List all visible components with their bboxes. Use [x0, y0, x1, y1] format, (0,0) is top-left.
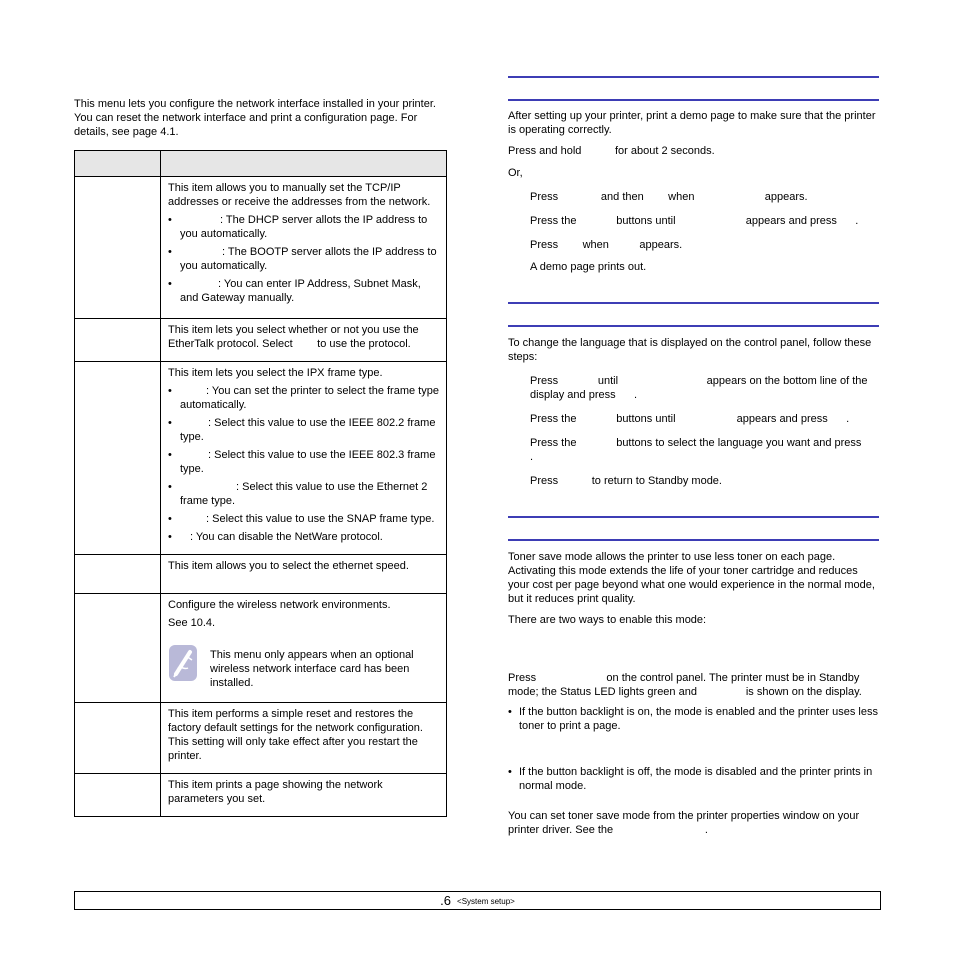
list-item: • : You can disable the NetWare protocol.: [168, 531, 383, 543]
bullet-icon: •: [168, 417, 172, 429]
table-row: [75, 319, 447, 362]
list-item: • : You can enter IP Address, Subnet Mask, and Gateway manually.: [168, 278, 421, 304]
bullet-icon: •: [168, 214, 172, 226]
list-item: • If the button backlight is on, the mode is enabled and the printer uses less toner to print a page.: [508, 706, 878, 732]
row-reference: See 10.4.: [168, 617, 216, 629]
row-description: This item lets you select the IPX frame type.: [168, 367, 383, 379]
section-rule-top: [508, 76, 879, 78]
table-desc-cell: [161, 362, 447, 555]
note-box: [168, 644, 440, 694]
list-item: • : You can set the printer to select the frame type automatically.: [168, 385, 439, 411]
bullet-icon: •: [168, 531, 172, 543]
list-item: • If the button backlight is off, the mode is disabled and the printer prints in normal mode.: [508, 766, 873, 792]
table-desc-cell: [161, 319, 447, 362]
table-desc-cell: [161, 594, 447, 703]
bullet-icon: •: [168, 513, 172, 525]
bullet-icon: •: [508, 706, 512, 718]
list-item: • : The DHCP server allots the IP address to you automatically.: [168, 214, 428, 240]
table-row: [75, 594, 447, 703]
network-menu-intro: This menu lets you configure the network interface installed in your printer. You can reset the network interface and print a configuration page. For details, see page 4.1.: [74, 98, 436, 138]
section-rule-bottom: [508, 539, 879, 541]
bullet-icon: •: [168, 385, 172, 397]
table-item-cell: [75, 362, 161, 555]
demo-or: Or,: [508, 167, 523, 179]
table-desc-cell: [161, 703, 447, 774]
toner-ways: There are two ways to enable this mode:: [508, 614, 707, 626]
list-item: • : The BOOTP server allots the IP address to you automatically.: [168, 246, 437, 272]
table-desc-cell: [161, 177, 447, 319]
table-row: [75, 774, 447, 817]
table-item-cell: [75, 555, 161, 594]
toner-app-text: You can set toner save mode from the printer properties window on your printer driver. See the .: [508, 810, 863, 836]
table-item-cell: [75, 319, 161, 362]
bullet-icon: •: [168, 278, 172, 290]
list-item: • : Select this value to use the Ethernet 2 frame type.: [168, 481, 428, 507]
demo-step-2: Press the buttons until appears and press .: [530, 215, 859, 227]
table-desc-cell: [161, 555, 447, 594]
section-rule-bottom: [508, 99, 879, 101]
table-header-item: [75, 151, 161, 177]
table-row: [75, 177, 447, 319]
page-number: .6: [440, 893, 452, 908]
table-row: [75, 362, 447, 555]
note-text: This menu only appears when an optional wireless network interface card has been installed.: [210, 649, 414, 689]
list-item: • : Select this value to use the IEEE 802.2 frame type.: [168, 417, 436, 443]
language-step-4: Press to return to Standby mode.: [530, 475, 722, 487]
language-intro: To change the language that is displayed on the control panel, follow these steps:: [508, 337, 872, 363]
table-item-cell: [75, 703, 161, 774]
table-item-cell: [75, 774, 161, 817]
language-step-1: Press until appears on the bottom line of the display and press .: [530, 375, 871, 401]
table-item-cell: [75, 177, 161, 319]
row-description: This item allows you to select the ethernet speed.: [168, 560, 409, 572]
table-row: [75, 555, 447, 594]
bullet-icon: •: [508, 766, 512, 778]
section-rule-bottom: [508, 325, 879, 327]
row-description: Configure the wireless network environments.: [168, 599, 391, 611]
row-description: This item allows you to manually set the TCP/IP addresses or receive the addresses from the network.: [168, 182, 431, 208]
language-step-3: Press the buttons to select the language you want and press .: [530, 437, 880, 463]
bullet-icon: •: [168, 246, 172, 258]
row-description: This item lets you select whether or not you use the EtherTalk protocol. Select to use the protocol.: [168, 324, 422, 350]
network-menu-table: [74, 150, 447, 817]
note-pencil-icon: [168, 644, 198, 682]
section-rule-top: [508, 516, 879, 518]
list-item: • : Select this value to use the SNAP frame type.: [168, 513, 435, 525]
demo-step-4: A demo page prints out.: [530, 261, 647, 273]
toner-panel-text: Press on the control panel. The printer must be in Standby mode; the Status LED lights green and is shown on the display.: [508, 672, 863, 698]
bullet-icon: •: [168, 449, 172, 461]
toner-intro: Toner save mode allows the printer to use less toner on each page. Activating this mode extends the life of your toner cartridge and reduces your cost per page beyond what one would experience in the normal mode, but it reduces print quality.: [508, 551, 875, 605]
demo-press-hold: Press and hold for about 2 seconds.: [508, 145, 715, 157]
table-header-description: [161, 151, 447, 177]
section-name: <System setup>: [457, 897, 515, 906]
table-row: [75, 703, 447, 774]
row-description: This item prints a page showing the network parameters you set.: [168, 779, 383, 805]
list-item: • : Select this value to use the IEEE 802.3 frame type.: [168, 449, 436, 475]
bullet-icon: •: [168, 481, 172, 493]
demo-intro: After setting up your printer, print a demo page to make sure that the printer is operating correctly.: [508, 110, 876, 136]
demo-step-3: Press when appears.: [530, 239, 683, 251]
row-description: This item performs a simple reset and restores the factory default settings for the network configuration. This setting will only take effect after you restart the printer.: [168, 708, 423, 762]
table-item-cell: [75, 594, 161, 703]
table-header-row: [75, 151, 447, 177]
table-desc-cell: [161, 774, 447, 817]
demo-step-1: Press and then when appears.: [530, 191, 808, 203]
language-step-2: Press the buttons until appears and press .: [530, 413, 850, 425]
section-rule-top: [508, 302, 879, 304]
page-footer: [74, 891, 881, 910]
